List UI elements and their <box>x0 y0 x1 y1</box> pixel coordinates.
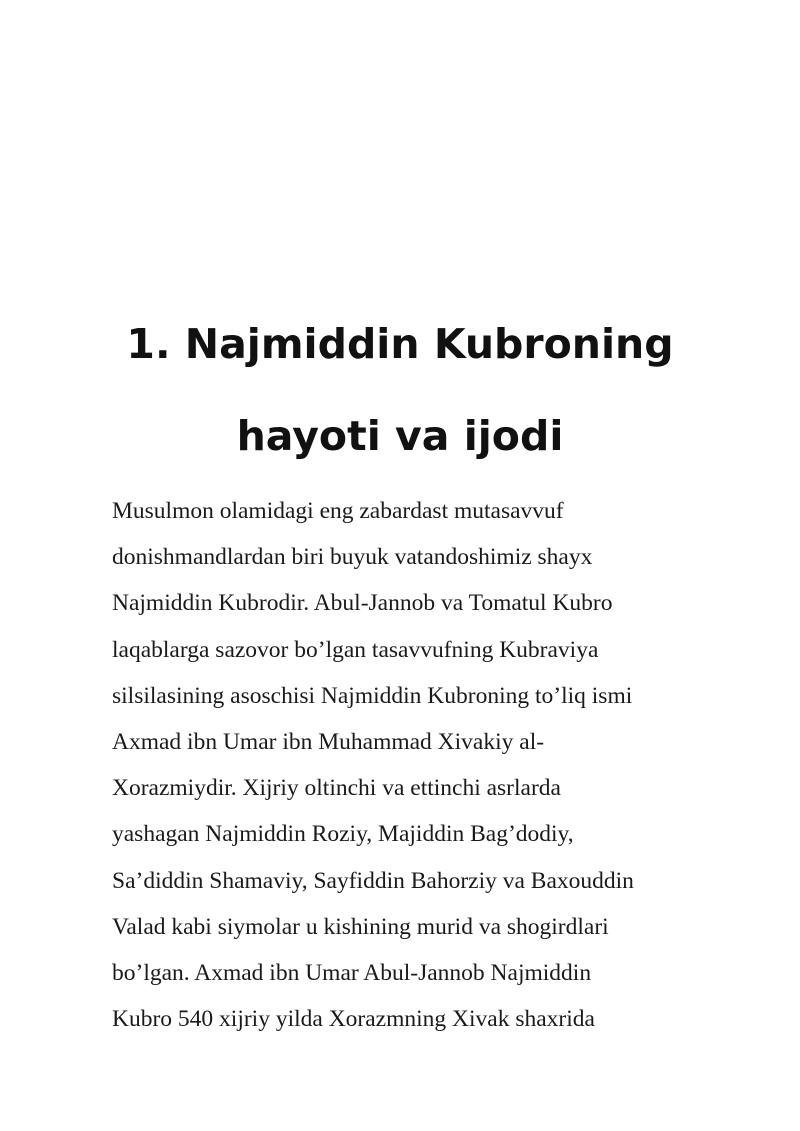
paragraph-line: bo’lgan. Axmad ibn Umar Abul-Jannob Najmiddin <box>112 960 592 987</box>
body-paragraph <box>112 488 712 1042</box>
chapter-heading <box>60 298 740 482</box>
paragraph-line: Axmad ibn Umar ibn Muhammad Xivakiy al- <box>112 729 545 756</box>
paragraph-line: yashagan Najmiddin Roziy, Majiddin Bag’dodiy, <box>112 821 574 848</box>
chapter-heading-line-2: hayoti va ijodi <box>236 412 564 460</box>
paragraph-line: Valad kabi siymolar u kishining murid va shogirdlari <box>112 913 609 940</box>
paragraph-line: Musulmon olamidagi eng zabardast mutasavvuf <box>112 498 564 524</box>
chapter-heading-line-1: 1. Najmiddin Kubroning <box>126 320 674 368</box>
paragraph-line: Sa’diddin Shamaviy, Sayfiddin Bahorziy va Baxouddin <box>112 867 634 894</box>
paragraph-line: Xorazmiydir. Xijriy oltinchi va ettinchi asrlarda <box>112 775 561 802</box>
paragraph-line: silsilasining asoschisi Najmiddin Kubroning to’liq ismi <box>112 682 633 709</box>
paragraph-line: laqablarga sazovor bo’lgan tasavvufning Kubraviya <box>112 636 599 663</box>
paragraph-line: Najmiddin Kubrodir. Abul-Jannob va Tomatul Kubro <box>112 590 613 617</box>
paragraph-line: donishmandlardan biri buyuk vatandoshimiz shayx <box>112 544 593 571</box>
paragraph-line: Kubro 540 xijriy yilda Xorazmning Xivak shaxrida <box>112 1006 595 1033</box>
